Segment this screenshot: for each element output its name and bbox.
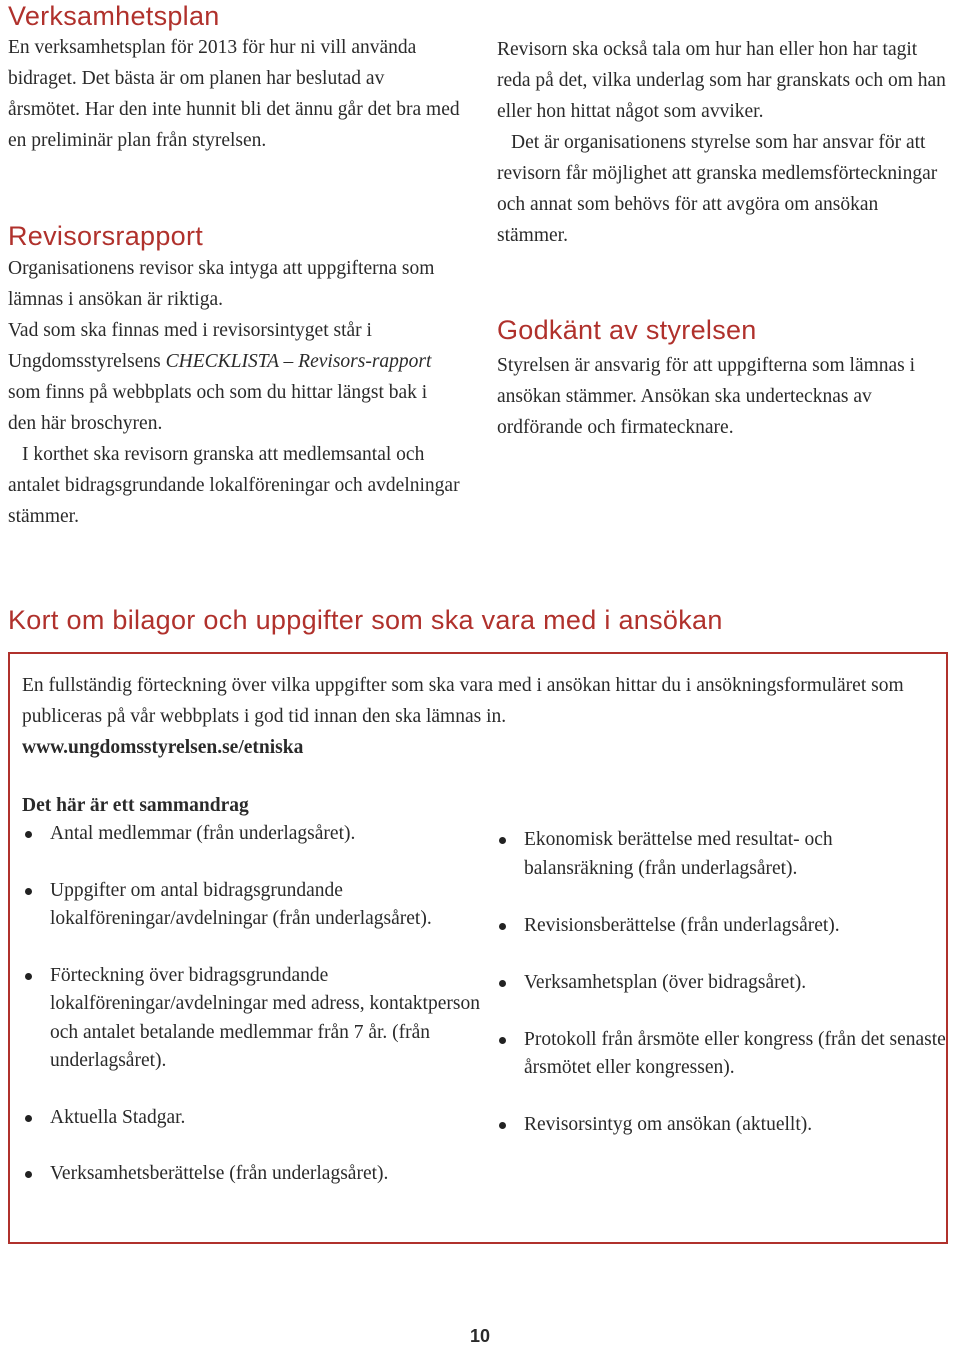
list-item: Verksamhetsberättelse (från underlagsåret). [22,1160,482,1189]
list-item: Uppgifter om antal bidragsgrundande lokalföreningar/avdelningar (från underlagsåret). [22,877,482,934]
heading-kort-om-bilagor: Kort om bilagor och uppgifter som ska vara med i ansökan [8,605,723,635]
page-number: 10 [469,1326,491,1346]
godkant-body [497,350,952,443]
list-item: Aktuella Stadgar. [22,1104,482,1133]
heading-verksamhetsplan: Verksamhetsplan [8,1,220,31]
list-item: Verksamhetsplan (över bidragsåret). [496,969,946,998]
list-item: Revisionsberättelse (från underlagsåret). [496,912,946,941]
intro-text: En fullständig förteckning över vilka uppgifter som ska vara med i ansökan hittar du i ansökningsformuläret som publiceras på vår webbplats i god tid innan den ska lämnas in. [22,675,904,727]
list-item: Revisorsintyg om ansökan (aktuellt). [496,1111,946,1140]
attachments-list-right [496,826,946,1168]
revisorsrapport-paragraph-1: Organisationens revisor ska intyga att uppgifterna som lämnas i ansökan är riktiga. [8,258,435,310]
p2-text-before: Vad som ska finnas med i revisorsintyget står i Ungdomsstyrelsens [8,320,372,372]
summary-box-intro [22,670,944,763]
revisorsrapport-paragraph-3: I korthet ska revisorn granska att medlemsantal och antalet bidragsgrundande lokalföreningar och avdelningar stämmer. [8,444,460,527]
verksamhetsplan-body [8,32,460,156]
website-link[interactable]: www.ungdomsstyrelsen.se/etniska [22,737,304,758]
list-item: Protokoll från årsmöte eller kongress (från det senaste årsmötet eller kongressen). [496,1026,946,1083]
revisorsrapport-paragraph-2 [8,315,460,439]
list-item: Ekonomisk berättelse med resultat- och balansräkning (från underlagsåret). [496,826,946,883]
checklista-reference: CHECKLISTA – Revisors-rapport [165,351,432,372]
list-item: Antal medlemmar (från underlagsåret). [22,820,482,849]
revisorsrapport-paragraph-5: Det är organisationens styrelse som har ansvar för att revisorn får möjlighet att granska medlemsförteckningar och annat som behövs för att avgöra om ansökan stämmer. [497,132,938,246]
attachments-list-left [22,820,482,1217]
godkant-text: Styrelsen är ansvarig för att uppgifterna som lämnas i ansökan stämmer. Ansökan ska undertecknas av ordförande och firmatecknare. [497,355,916,438]
heading-godkant-av-styrelsen: Godkänt av styrelsen [497,315,757,345]
p2-text-after: som finns på webbplats och som du hittar längst bak i den här broschyren. [8,382,428,434]
revisorsrapport-body-continued [497,34,952,251]
verksamhetsplan-text: En verksamhetsplan för 2013 för hur ni vill använda bidraget. Det bästa är om planen har beslutad av årsmötet. Har den inte hunnit bli det ännu går det bra med en preliminär plan från styrelsen. [8,37,460,151]
heading-revisorsrapport: Revisorsrapport [8,221,204,251]
revisorsrapport-paragraph-4: Revisorn ska också tala om hur han eller hon har tagit reda på det, vilka underlag som har granskats och om han eller hon hittat något som avviker. [497,39,946,122]
list-item: Förteckning över bidragsgrundande lokalföreningar/avdelningar med adress, kontaktperson och antalet betalande medlemmar från 7 år. (från underlagsåret). [22,962,482,1076]
summary-title: Det här är ett sammandrag [22,795,249,816]
revisorsrapport-body [8,253,460,532]
